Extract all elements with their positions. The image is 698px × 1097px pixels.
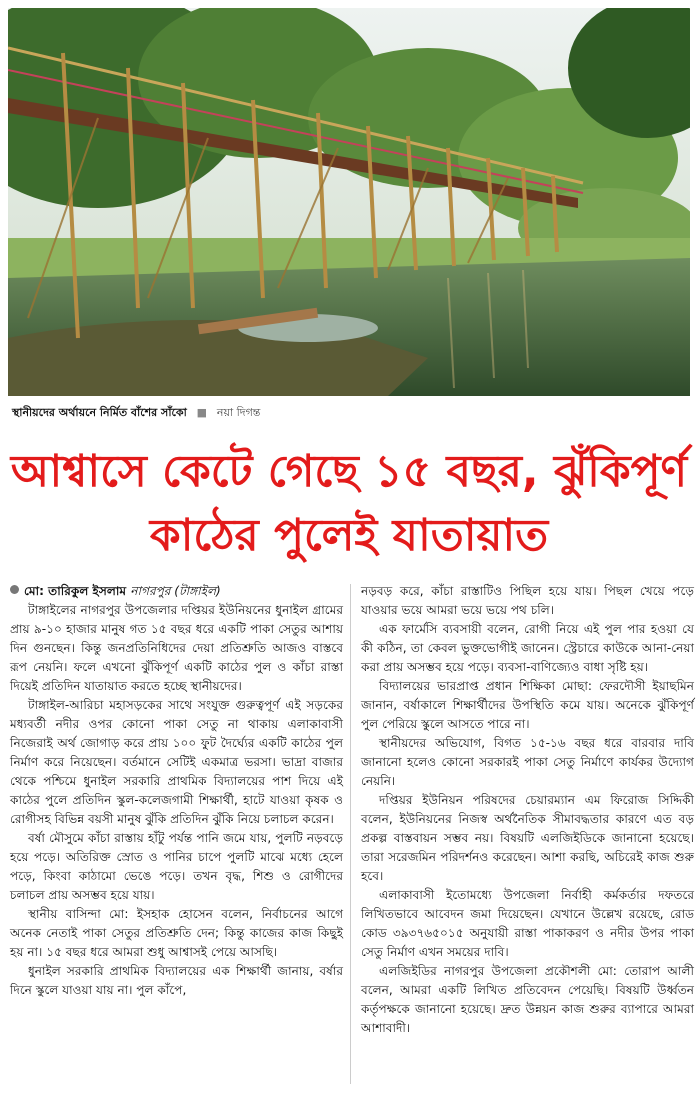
paragraph: নড়বড় করে, কাঁচা রাস্তাটিও পিছিল হয়ে যায়। পিছল খেয়ে পড়ে যাওয়ার ভয়ে আমরা ভয়ে ভয়ে পথ চলি।	[361, 584, 694, 617]
article-column-right	[361, 582, 694, 1038]
paragraph: বিদ্যালয়ের ভারপ্রাপ্ত প্রধান শিক্ষিকা মোছা: ফেরদৌসী ইয়াছমিন জানান, বর্ষাকালে শিক্ষার্থীদের উপস্থিতি কমে যায়। অনেকে ঝুঁকিপূর্ণ পুল পেরিয়ে স্কুলে আসতে পারে না।	[361, 679, 694, 731]
paragraph: স্থানীয় বাসিন্দা মো: ইসহাক হোসেন বলেন, নির্বাচনের আগে অনেক নেতাই পাকা সেতুর প্রতিশ্রুতি দেন; কিন্তু কাজের কাজ কিছুই হয় না। ১৫ বছর ধরে আমরা শুধু আশ্বাসই পেয়ে আসছি।	[10, 907, 343, 959]
paragraph: টাঙ্গাইলের নাগরপুর উপজেলার দপ্তিয়র ইউনিয়নের ধুনাইল গ্রামের প্রায় ৯-১০ হাজার মানুষ গত ১৫ বছর ধরে একটি পাকা সেতুর আশায় দিন গুনছেন। কিন্তু জনপ্রতিনিধিদের দেয়া প্রতিশ্রুতি আজও বাস্তবে রূপ নেয়নি। ফলে এখনো ঝুঁকিপূর্ণ একটি কাঠের পুল ও কাঁচা রাস্তা দিয়েই প্রতিদিন যাতায়াত করতে হচ্ছে স্থানীয়দের।	[10, 603, 343, 693]
reporter-name: মো: তারিকুল ইসলাম	[24, 584, 127, 598]
paragraph: দপ্তিয়র ইউনিয়ন পরিষদের চেয়ারম্যান এম ফিরোজ সিদ্দিকী বলেন, ইউনিয়নের নিজস্ব অর্থনৈতিক সীমাবদ্ধতার কারণে এত বড় প্রকল্প বাস্তবায়ন সম্ভব নয়। বিষয়টি এলজিইডিকে জানানো হয়েছে। তারা সরেজমিন পরিদর্শনও করেছেন। আশা করছি, অচিরেই কাজ শুরু হবে।	[361, 793, 694, 883]
bamboo-bridge-photo	[8, 8, 690, 396]
paragraph: এলাকাবাসী ইতোমধ্যে উপজেলা নির্বাহী কর্মকর্তার দফতরে লিখিতভাবে আবেদন জমা দিয়েছেন। যেখানে উল্লেখ রয়েছে, রোড কোড ৩৯৩৭৬৫০১৫ অনুযায়ী রাস্তা পাকাকরণ ও নদীর উপর পাকা সেতু নির্মাণ এখন সময়ের দাবি।	[361, 888, 694, 959]
caption-text: স্থানীয়দের অর্থায়নে নির্মিত বাঁশের সাঁকো	[12, 406, 187, 419]
paragraph: এক ফার্মেসি ব্যবসায়ী বলেন, রোগী নিয়ে এই পুল পার হওয়া যে কী কঠিন, তা কেবল ভুক্তভোগীই জানেন। স্ট্রেচারে কাউকে আনা-নেয়া করা প্রায় অসম্ভব হয়ে পড়ে। ব্যবসা-বাণিজ্যেও বাধা সৃষ্টি হয়।	[361, 622, 694, 674]
paragraph: স্থানীয়দের অভিযোগ, বিগত ১৫-১৬ বছর ধরে বারবার দাবি জানানো হলেও কোনো সরকারই পাকা সেতু নির্মাণে কার্যকর উদ্যোগ নেয়নি।	[361, 736, 694, 788]
byline	[10, 582, 343, 601]
caption-separator-icon: ■	[196, 406, 208, 419]
photo-credit: নয়া দিগন্ত	[216, 406, 261, 419]
paragraph: বর্ষা মৌসুমে কাঁচা রাস্তায় হাঁটু পর্যন্ত পানি জমে যায়, পুলটি নড়বড়ে হয়ে পড়ে। অতিরিক্ত স্রোত ও পানির চাপে পুলটি মাঝে মধ্যে হেলে পড়ে, কিংবা কাঠামো ভেঙে পড়ে। তখন বৃদ্ধ, শিশু ও রোগীদের চলাচল প্রায় অসম্ভব হয়ে যায়।	[10, 831, 343, 902]
paragraph: ধুনাইল সরকারি প্রাথমিক বিদ্যালয়ের এক শিক্ষার্থী জানায়, বর্ষার দিনে স্কুলে যাওয়া যায় না। পুল কাঁপে,	[10, 964, 343, 997]
column-divider	[350, 584, 351, 1084]
headline-line-1: আশ্বাসে কেটে গেছে ১৫ বছর, ঝুঁকিপূর্ণ	[10, 446, 688, 497]
dateline-place: নাগরপুর (টাঙ্গাইল)	[130, 584, 221, 598]
headline-line-2: কাঠের পুলেই যাতায়াত	[149, 510, 549, 561]
byline-bullet-icon	[10, 585, 19, 594]
article-column-left	[10, 582, 343, 1000]
paragraph: এলজিইডির নাগরপুর উপজেলা প্রকৌশলী মো: তোরাপ আলী বলেন, আমরা একটি লিখিত প্রতিবেদন পেয়েছি। বিষয়টি উর্ধ্বতন কর্তৃপক্ষকে জানানো হয়েছে। দ্রুত উন্নয়ন কাজ শুরুর ব্যাপারে আমরা আশাবাদী।	[361, 964, 694, 1035]
paragraph: টাঙ্গাইল-আরিচা মহাসড়কের সাথে সংযুক্ত গুরুত্বপূর্ণ এই সড়কের মধ্যবর্তী নদীর ওপর কোনো পাকা সেতু না থাকায় এলাকাবাসী নিজেরাই অর্থ জোগাড় করে প্রায় ১০০ ফুট দৈর্ঘ্যের একটি কাঠের পুল নির্মাণ করে নিয়েছেন। বর্তমানে সেটিই একমাত্র ভরসা। ভাদ্রা বাজার থেকে পশ্চিমে ধুনাইল সরকারি প্রাথমিক বিদ্যালয়ের পাশ দিয়ে এই কাঠের পুলে প্রতিদিন স্কুল-কলেজগামী শিক্ষার্থী, হাটে যাওয়া কৃষক ও রোগীসহ বিভিন্ন বয়সী মানুষ ঝুঁকি প্রতিদিন ঝুঁকি নিয়ে চলাচল করেন।	[10, 698, 343, 826]
photo-caption	[12, 404, 260, 420]
